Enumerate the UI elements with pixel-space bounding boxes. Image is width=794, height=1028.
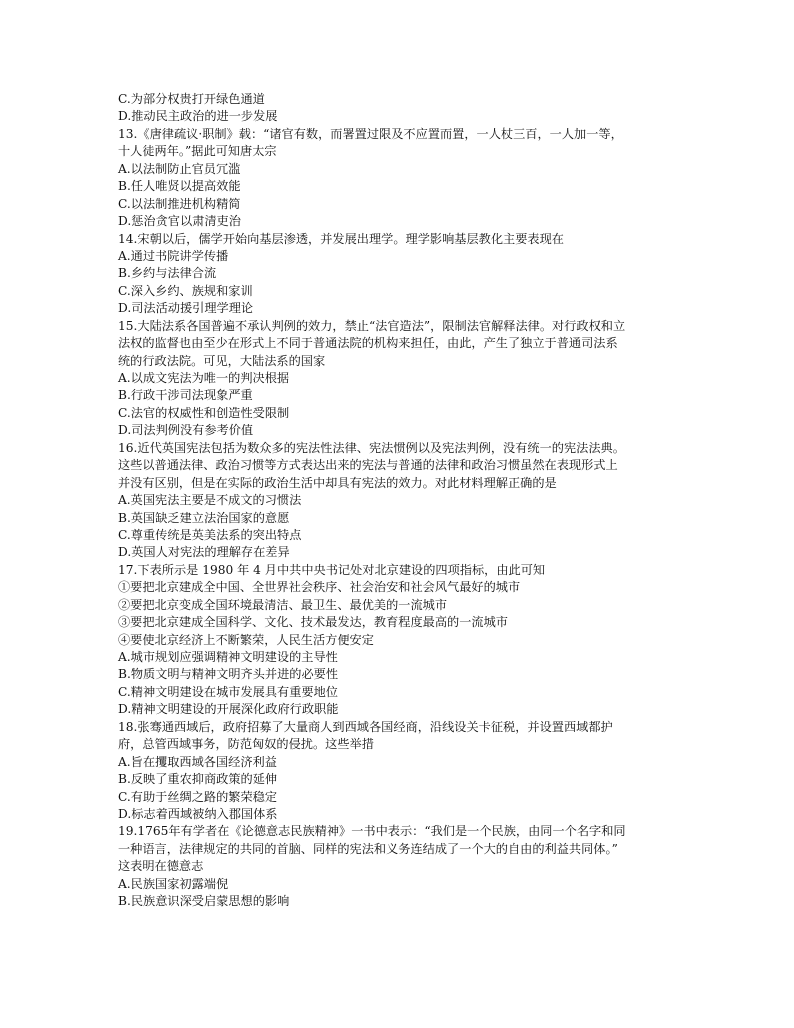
answer-option-line: B.任人唯贤以提高效能 — [118, 179, 241, 194]
question-text-line: 14.宋朝以后，儒学开始向基层渗透，并发展出理学。理学影响基层教化主要表现在 — [118, 231, 564, 246]
answer-option-line: B.行政干涉司法现象严重 — [118, 388, 253, 403]
answer-option-line: D.标志着西域被纳入郡国体系 — [118, 806, 278, 821]
answer-option-line: D.司法活动援引理学理论 — [118, 301, 254, 316]
answer-option-line: A.城市规划应强调精神文明建设的主导性 — [118, 650, 338, 664]
question-text-line: 这些以普通法律、政治习惯等方式表达出来的宪法与普通的法律和政治习惯虽然在表现形式上 — [118, 458, 618, 473]
answer-option-line: D.司法判例没有参考价值 — [118, 423, 254, 438]
question-text-line: 16.近代英国宪法包括为数众多的宪法性法律、宪法惯例以及宪法判例，没有统一的宪法法典。 — [118, 440, 625, 455]
question-text-line: 法权的监督也由至少在形式上不同于普通法院的机构来担任，由此，产生了独立于普通司法系 — [118, 336, 618, 351]
answer-option-line: A.以法制防止官员冗滥 — [118, 161, 241, 176]
list-item-line: ③要把北京建成全国科学、文化、技术最发达，教育程度最高的一流城市 — [118, 615, 508, 630]
answer-option-line: B.民族意识深受启蒙思想的影响 — [118, 894, 290, 909]
answer-option-line: C.精神文明建设在城市发展具有重要地位 — [118, 684, 338, 699]
answer-option-line: A.旨在攫取西域各国经济利益 — [118, 754, 277, 769]
answer-option-line: A.以成文宪法为唯一的判决根据 — [118, 371, 290, 385]
answer-option-line: C.为部分权贵打开绿色通道 — [118, 92, 265, 106]
list-item-line: ①要把北京建成全中国、全世界社会秩序、社会治安和社会风气最好的城市 — [118, 580, 521, 595]
question-text-line: 17.下表所示是 1980 年 4 月中共中央书记处对北京建设的四项指标，由此可知 — [118, 562, 546, 577]
answer-option-line: A.英国宪法主要是不成文的习惯法 — [118, 493, 302, 508]
answer-option-line: A.通过书院讲学传播 — [118, 248, 229, 263]
question-text-line: 统的行政法院。可见，大陆法系的国家 — [118, 353, 326, 368]
answer-option-line: B.物质文明与精神文明齐头并进的必要性 — [118, 667, 339, 682]
answer-option-line: B.乡约与法律合流 — [118, 266, 217, 281]
answer-option-line: C.以法制推进机构精简 — [118, 196, 241, 211]
answer-option-line: D.英国人对宪法的理解存在差异 — [118, 545, 290, 560]
question-text-line: 并没有区别，但是在实际的政治生活中却具有宪法的效力。对此材料理解正确的是 — [118, 475, 557, 490]
answer-option-line: D.精神文明建设的开展深化政府行政职能 — [118, 702, 339, 717]
question-text-line: 十人徒两年。”据此可知唐太宗 — [118, 144, 277, 159]
list-item-line: ④要使北京经济上不断繁荣，人民生活方便安定 — [118, 632, 374, 647]
question-text-line: 15.大陆法系各国普遍不承认判例的效力，禁止“法官造法”，限制法官解释法律。对行政权和立 — [118, 318, 626, 333]
answer-option-line: A.民族国家初露端倪 — [118, 876, 229, 891]
answer-option-line: C.深入乡约、族规和家训 — [118, 283, 253, 298]
question-text-line: 19.1765年有学者在《论德意志民族精神》一书中表示：“我们是一个民族，由同一个名字和同 — [118, 824, 626, 839]
answer-option-line: B.英国缺乏建立法治国家的意愿 — [118, 510, 290, 525]
question-text-line: 一种语言，法律规定的共同的首脑、同样的宪法和义务连结成了一个大的自由的利益共同体。” — [118, 841, 618, 856]
answer-option-line: C.法官的权威性和创造性受限制 — [118, 405, 290, 420]
question-text-line: 府，总管西域事务，防范匈奴的侵扰。这些举措 — [118, 737, 374, 752]
answer-option-line: C.有助于丝绸之路的繁荣稳定 — [118, 789, 278, 804]
list-item-line: ②要把北京变成全国环境最清洁、最卫生、最优美的一流城市 — [118, 597, 448, 612]
answer-option-line: D.惩治贪官以肃清吏治 — [118, 214, 241, 229]
answer-option-line: C.尊重传统是英美法系的突出特点 — [118, 527, 302, 542]
exam-page — [118, 91, 690, 911]
answer-option-line: B.反映了重农抑商政策的延伸 — [118, 772, 278, 787]
answer-option-line: D.推动民主政治的进一步发展 — [118, 109, 278, 124]
question-text-line: 18.张骞通西域后，政府招募了大量商人到西域各国经商，沿线设关卡征税，并设置西域都护 — [118, 719, 613, 734]
question-text-line: 这表明在德意志 — [118, 859, 204, 874]
question-text-line: 13.《唐律疏议·职制》载：“诸官有数，而署置过限及不应置而置，一人杖三百，一人加一等， — [118, 126, 623, 141]
